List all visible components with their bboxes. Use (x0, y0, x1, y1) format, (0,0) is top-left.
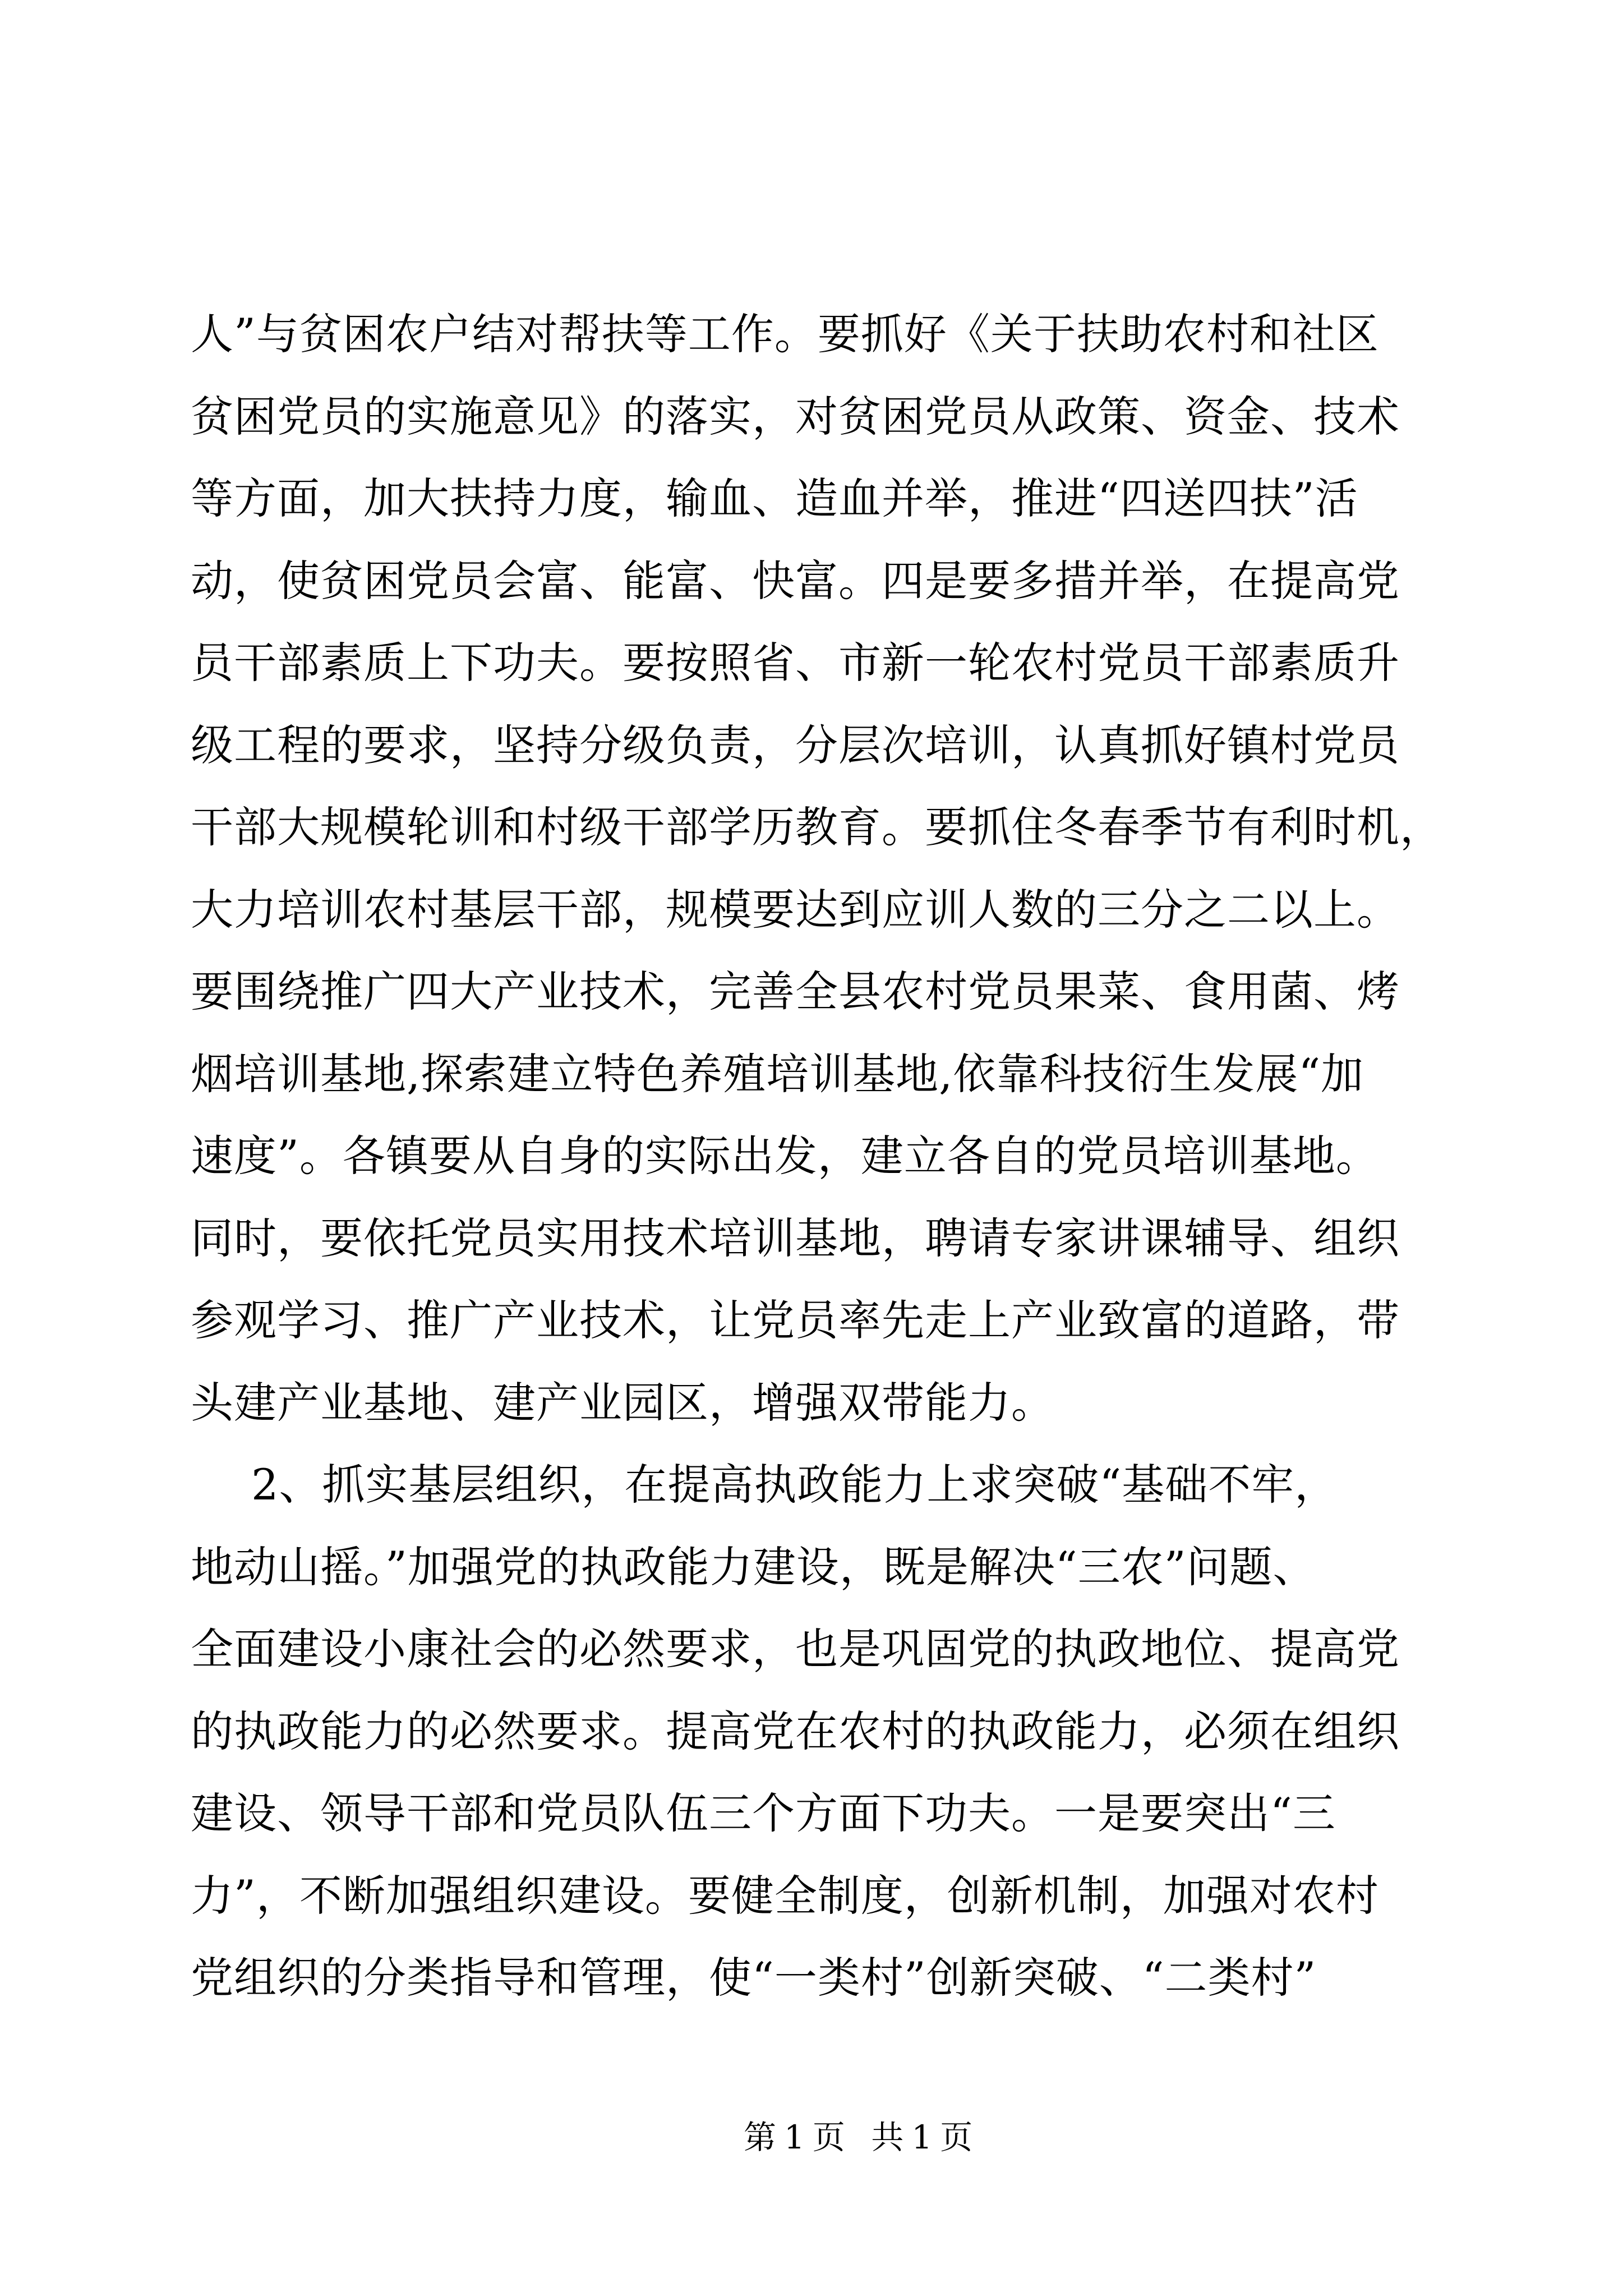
text-line: 同时，要依托党员实用技术培训基地，聘请专家讲课辅导、组织 (191, 1213, 1400, 1263)
text-line: 全面建设小康社会的必然要求，也是巩固党的执政地位、提高党 (191, 1624, 1400, 1674)
text-line: 要围绕推广四大产业技术，完善全县农村党员果菜、食用菌、烤 (191, 967, 1400, 1016)
text-line: 参观学习、推广产业技术，让党员率先走上产业致富的道路，带 (191, 1295, 1400, 1345)
text-line: 员干部素质上下功夫。要按照省、市新一轮农村党员干部素质升 (191, 638, 1400, 688)
text-line: 力”，不断加强组织建设。要健全制度，创新机制，加强对农村 (191, 1870, 1379, 1921)
text-line: 烟培训基地,探索建立特色养殖培训基地,依靠科技衍生发展“加 (191, 1048, 1364, 1099)
text-line: 的执政能力的必然要求。提高党在农村的执政能力，必须在组织 (191, 1706, 1400, 1756)
text-line: 贫困党员的实施意见》的落实，对贫困党员从政策、资金、技术 (191, 391, 1400, 441)
text-line: 级工程的要求，坚持分级负责，分层次培训，认真抓好镇村党员 (191, 720, 1400, 770)
page-number-footer: 第1页 共1页 (744, 2118, 981, 2156)
text-line: 等方面，加大扶持力度，输血、造血并举，推进“四送四扶”活 (191, 473, 1358, 523)
text-line: 大力培训农村基层干部，规模要达到应训人数的三分之二以上。 (191, 884, 1400, 935)
text-line: 建设、领导干部和党员队伍三个方面下功夫。一是要突出“三 (191, 1788, 1336, 1838)
text-line: 干部大规模轮训和村级干部学历教育。要抓住冬春季节有利时机， (191, 802, 1443, 852)
document-body-text (191, 293, 1443, 2019)
text-line: 党组织的分类指导和管理，使“一类村”创新突破、“二类村” (191, 1953, 1317, 2003)
text-line: 速度”。各镇要从自身的实际出发，建立各自的党员培训基地。 (191, 1131, 1379, 1181)
text-line: 动，使贫困党员会富、能富、快富。四是要多措并举，在提高党 (191, 555, 1400, 606)
paragraph-start-line: 2、抓实基层组织，在提高执政能力上求突破“基础不牢， (251, 1460, 1338, 1510)
text-line: 头建产业基地、建产业园区，增强双带能力。 (191, 1377, 1054, 1428)
text-line: 地动山摇。”加强党的执政能力建设，既是解决“三农”问题、 (191, 1542, 1316, 1592)
text-line: 人”与贫困农户结对帮扶等工作。要抓好《关于扶助农村和社区 (191, 309, 1379, 359)
